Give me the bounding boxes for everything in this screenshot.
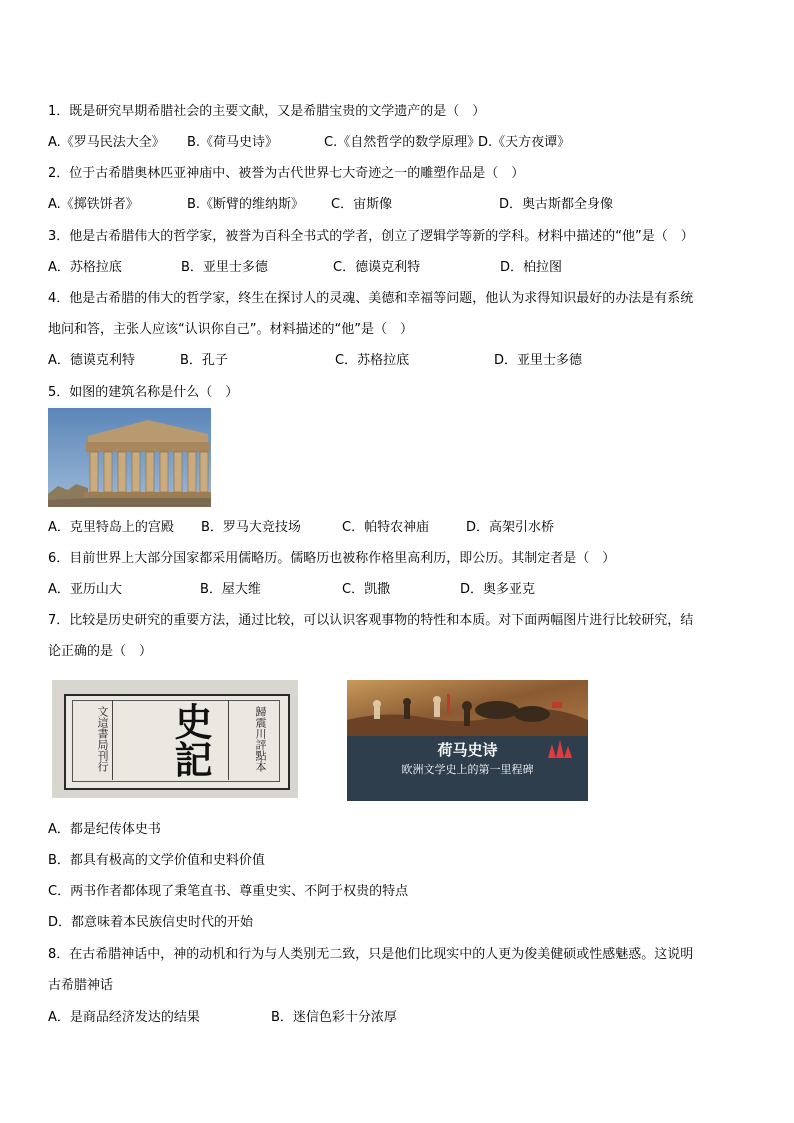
q5-option-c: C．帕特农神庙 [342,520,430,535]
q4-option-c: C．苏格拉底 [335,353,410,368]
q7-stem-line2: 论正确的是（ ） [48,644,153,659]
red-crown-icon [546,740,572,758]
q6-stem: 6．目前世界上大部分国家都采用儒略历。儒略历也被称作格里高利历，即公历。其制定者是（ ） [48,551,616,566]
q2-stem: 2．位于古希腊奥林匹亚神庙中、被誉为古代世界七大奇迹之一的雕塑作品是（ ） [48,166,525,181]
q8-stem-line1: 8．在古希腊神话中，神的动机和行为与人类别无二致，只是他们比现实中的人更为俊美健硕或性感魅惑。这说明 [48,947,694,962]
q4-stem-line2: 地问和答，主张人应该“认识你自己”。材料描述的“他”是（ ） [48,322,413,337]
q1-option-c: C.《自然哲学的数学原理》 [324,135,481,150]
q6-option-b: B．屋大维 [200,582,261,597]
q7-stem-line1: 7．比较是历史研究的重要方法，通过比较，可以认识客观事物的特性和本质。对下面两幅图片进行比较研究，结 [48,613,694,628]
q2-option-d: D．奥古斯都全身像 [499,197,614,212]
q4-option-a: A．德谟克利特 [48,353,135,368]
shiji-title: 史記 [168,702,213,778]
q7-option-d: D．都意味着本民族信史时代的开始 [48,915,254,930]
q8-option-b: B．迷信色彩十分浓厚 [271,1010,397,1025]
q5-option-b: B．罗马大竞技场 [201,520,301,535]
q1-stem: 1．既是研究早期希腊社会的主要文献，又是希腊宝贵的文学遗产的是（ ） [48,104,486,119]
q4-option-d: D．亚里士多德 [494,353,583,368]
q3-option-a: A．苏格拉底 [48,260,122,275]
homer-banner [347,680,588,801]
parthenon-photo [48,408,211,507]
q6-option-d: D．奥多亚克 [460,582,536,597]
q3-option-d: D．柏拉图 [500,260,563,275]
q3-option-c: C．德谟克利特 [333,260,421,275]
q4-option-b: B．孔子 [180,353,228,368]
q2-option-c: C．宙斯像 [331,197,393,212]
q1-option-b: B.《荷马史诗》 [187,135,279,150]
q8-stem-line2: 古希腊神话 [48,978,114,993]
homer-painting [347,680,588,736]
q5-stem: 5．如图的建筑名称是什么（ ） [48,385,239,400]
q5-option-d: D．高架引水桥 [466,520,555,535]
q3-stem: 3．他是古希腊伟大的哲学家，被誉为百科全书式的学者，创立了逻辑学等新的学科。材料中描述的“他”是（ ） [48,229,694,244]
q7-option-b: B．都具有极高的文学价值和史料价值 [48,853,265,868]
q6-option-c: C．凯撒 [342,582,391,597]
q2-option-a: A.《掷铁饼者》 [48,197,139,212]
q2-option-b: B.《断臂的维纳斯》 [187,197,305,212]
homer-banner-subtitle: 欧洲文学史上的第一里程碑 [401,763,534,776]
q5-option-a: A．克里特岛上的宫殿 [48,520,174,535]
parthenon-illustration [48,408,211,507]
q4-stem-line1: 4．他是古希腊的伟大的哲学家，终生在探讨人的灵魂、美德和幸福等问题，他认为求得知识最好的办法是有系统 [48,291,694,306]
shiji-book-cover [52,680,298,798]
q8-option-a: A．是商品经济发达的结果 [48,1010,200,1025]
q1-option-d: D.《天方夜谭》 [478,135,571,150]
q1-option-a: A.《罗马民法大全》 [48,135,165,150]
shiji-side-right: 歸震川評點本 [254,706,267,772]
homer-banner-title: 荷马史诗 [437,741,498,759]
q3-option-b: B．亚里士多德 [181,260,268,275]
shiji-side-left: 文這書局刊行 [96,706,109,772]
q7-option-c: C．两书作者都体现了秉笔直书、尊重史实、不阿于权贵的特点 [48,884,409,899]
q7-option-a: A．都是纪传体史书 [48,822,161,837]
q6-option-a: A．亚历山大 [48,582,122,597]
